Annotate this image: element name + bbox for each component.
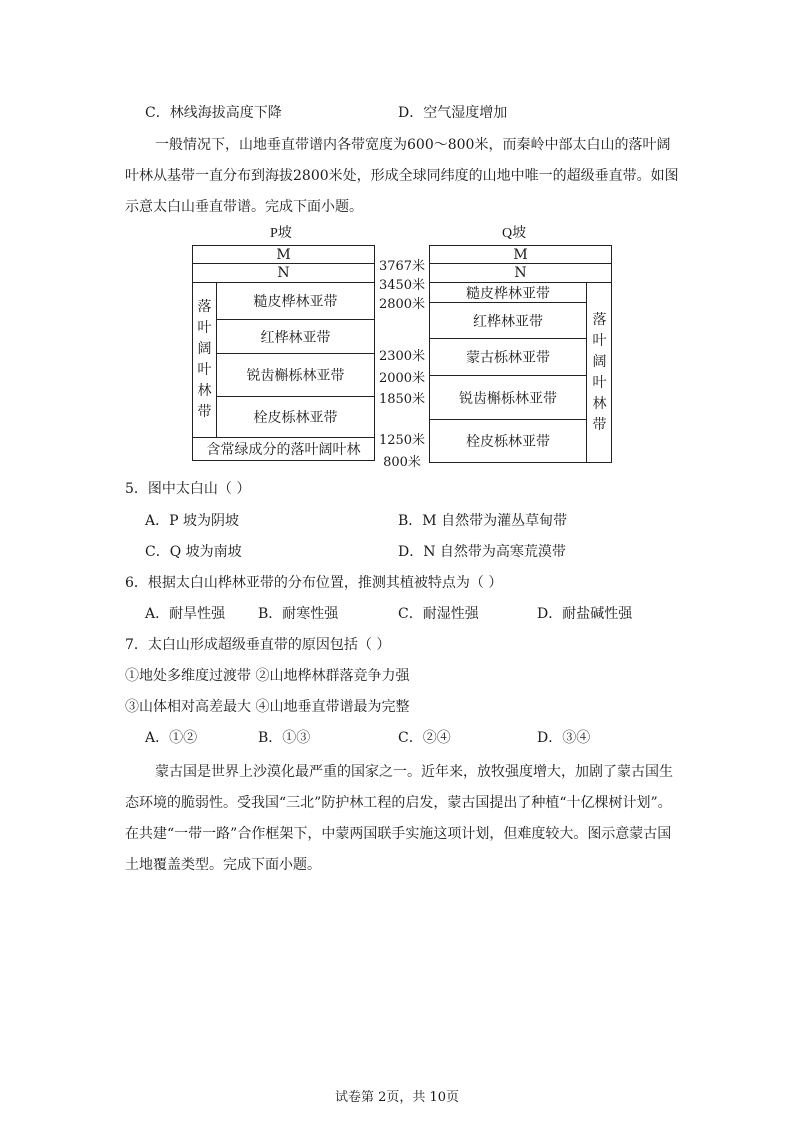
q-sub-quercus-mongolica: 蒙古栎林亚带: [429, 338, 587, 376]
q7-statements-2: ③山体相对高差最大 ④山地垂直带谱最为完整: [125, 699, 410, 715]
q5-option-c: C．Q 坡为南坡: [145, 544, 242, 560]
altitude-label: 800米: [383, 455, 421, 470]
q-sub-betula-albosinensis: 红桦林亚带: [429, 302, 587, 339]
q7-option-d: D．③④: [537, 730, 591, 746]
passage-line: 一般情况下，山地垂直带谱内各带宽度为600～800米，而秦岭中部太白山的落叶阔: [155, 137, 671, 153]
q5-option-d: D．N 自然带为高寒荒漠带: [398, 544, 566, 560]
altitude-label: 1250米: [378, 433, 426, 448]
altitude-label: 2000米: [378, 371, 426, 386]
q-sub-quercus-variabilis: 栓皮栎林亚带: [429, 419, 587, 463]
p-sub-quercus-aliena: 锐齿槲栎林亚带: [216, 353, 375, 397]
q5-stem: 5．图中太白山（ ）: [125, 481, 251, 497]
q4-option-d: D．空气湿度增加: [398, 105, 508, 121]
p-zone-m: M: [192, 245, 375, 264]
q7-statements-1: ①地处多维度过渡带 ②山地桦林群落竞争力强: [125, 668, 410, 684]
passage-line: 土地覆盖类型。完成下面小题。: [125, 857, 321, 873]
q-group-label: 落 叶 阔 叶 林 带: [592, 311, 607, 433]
p-slope-title: P坡: [270, 226, 292, 241]
page-footer: 试卷第 2页，共 10页: [334, 1090, 460, 1105]
q-sub-betula-utilis: 糙皮桦林亚带: [429, 282, 587, 303]
q7-stem: 7．太白山形成超级垂直带的原因包括（ ）: [125, 637, 391, 653]
passage-line: 叶林从基带一直分布到海拔2800米处，形成全球同纬度的山地中唯一的超级垂直带。如图: [125, 168, 679, 184]
vertical-zonation-diagram: [192, 222, 612, 468]
q7-option-c: C．②④: [398, 730, 451, 746]
passage-line: 在共建“一带一路”合作框架下，中蒙两国联手实施这项计划，但难度较大。图示意蒙古国: [125, 826, 672, 842]
q6-option-d: D．耐盐碱性强: [537, 606, 633, 622]
passage-line: 态环境的脆弱性。受我国“三北”防护林工程的启发，蒙古国提出了种植“十亿棵树计划”。: [125, 795, 672, 811]
altitude-label: 3767米: [378, 259, 426, 274]
passage-mongolia: [125, 757, 685, 881]
q-slope-title: Q坡: [502, 226, 527, 241]
q6-option-c: C．耐湿性强: [398, 606, 479, 622]
altitude-label: 2300米: [378, 349, 426, 364]
q5-option-b: B．M 自然带为灌丛草甸带: [398, 513, 568, 529]
p-zone-n: N: [192, 263, 375, 283]
altitude-label: 3450米: [378, 278, 426, 293]
q5-option-a: A．P 坡为阴坡: [145, 513, 239, 529]
q6-option-b: B．耐寒性强: [258, 606, 339, 622]
q-zone-n: N: [429, 263, 612, 283]
p-sub-betula-utilis: 糙皮桦林亚带: [216, 282, 375, 320]
passage-line: 蒙古国是世界上沙漠化最严重的国家之一。近年来，放牧强度增大，加剧了蒙古国生: [155, 764, 673, 780]
q7-option-a: A．①②: [145, 730, 198, 746]
q4-option-c: C．林线海拔高度下降: [145, 105, 282, 121]
q-zone-m: M: [429, 245, 612, 264]
passage-line: 示意太白山垂直带谱。完成下面小题。: [125, 199, 363, 215]
q6-option-a: A．耐旱性强: [145, 606, 226, 622]
p-sub-quercus-variabilis: 栓皮栎林亚带: [216, 396, 375, 438]
q-sub-quercus-aliena: 锐齿槲栎林亚带: [429, 375, 587, 420]
p-sub-betula-albosinensis: 红桦林亚带: [216, 319, 375, 354]
q6-stem: 6．根据太白山桦林亚带的分布位置，推测其植被特点为（ ）: [125, 575, 503, 591]
altitude-label: 2800米: [378, 297, 426, 312]
q7-option-b: B．①③: [258, 730, 311, 746]
altitude-label: 1850米: [378, 392, 426, 407]
p-group-label: 落 叶 阔 叶 林 带: [197, 299, 212, 420]
p-base-zone: 含常绿成分的落叶阔叶林: [192, 437, 375, 461]
passage-taibai: [125, 130, 685, 223]
